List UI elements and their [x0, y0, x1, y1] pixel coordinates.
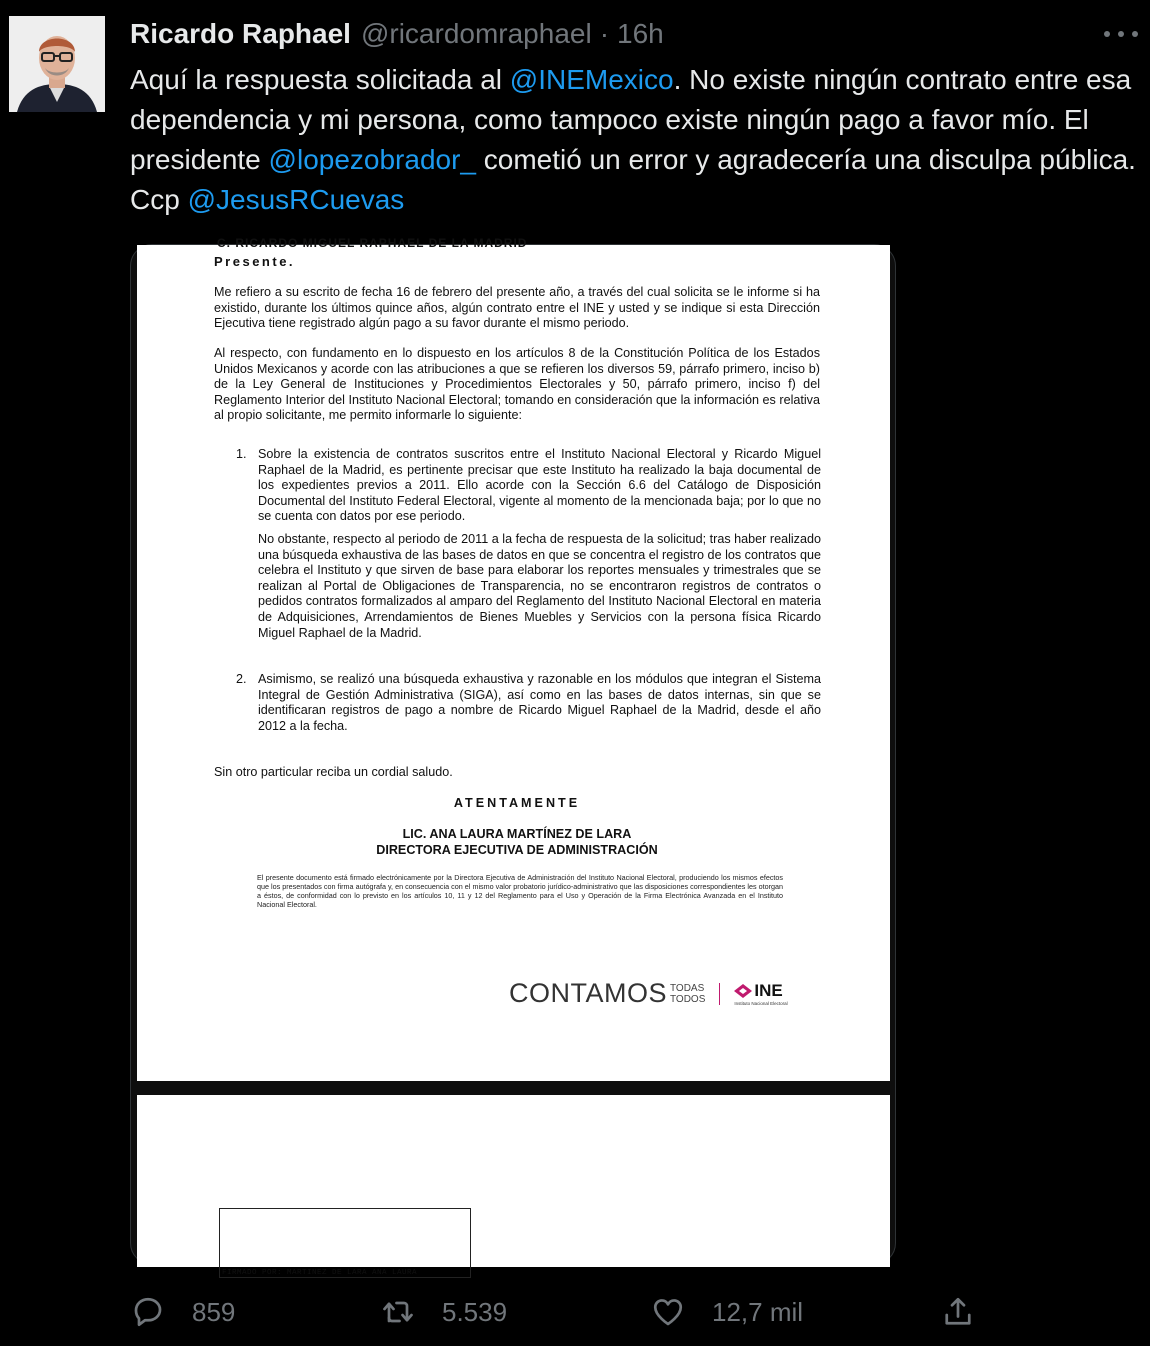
document-closing: Sin otro particular reciba un cordial saludo. — [214, 765, 453, 779]
separator-dot: · — [599, 18, 610, 49]
retweet-count: 5.539 — [442, 1296, 508, 1327]
document-atentamente: ATENTAMENTE — [453, 796, 581, 810]
tweet-text — [130, 60, 1142, 220]
contamos-ine-logo — [509, 978, 788, 1009]
signature-box — [219, 1208, 471, 1278]
avatar[interactable] — [9, 16, 105, 112]
mention-lopezobrador[interactable]: @lopezobrador_ — [268, 144, 476, 175]
ine-logo-subtitle: Instituto Nacional Electoral — [734, 1001, 788, 1006]
mention-jesusrcuevas[interactable]: @JesusRCuevas — [187, 184, 405, 215]
signer-title: DIRECTORA EJECUTIVA DE ADMINISTRACIÓN — [376, 843, 658, 857]
tweet-time[interactable]: 16h — [617, 18, 664, 49]
ine-logo-text: INE — [754, 981, 783, 1000]
signer-name: LIC. ANA LAURA MARTÍNEZ DE LARA — [402, 827, 632, 841]
author-handle[interactable]: @ricardomraphael — [360, 18, 592, 49]
document-paragraph-2: Al respecto, con fundamento en lo dispuesto en los artículos 8 de la Constitución Política de los Estados Unidos Mexicanos y acorde con las atribuciones a que se refieren los diversos 59, párrafo primero, inciso b) de la Ley General de Instituciones y Procedimientos Electorales y 50, párrafo primero, inciso f) del Reglamento Interior del Instituto Nacional Electoral; tomando en consideración que la información es relativa al propio solicitante, me permito informarle lo siguiente: — [214, 346, 820, 423]
logo-contamos: CONTAMOS — [509, 978, 667, 1008]
list-number-1: 1. — [236, 447, 247, 461]
document-fine-print: El presente documento está firmado electrónicamente por la Directora Ejecutiva de Administración del Instituto Nacional Electoral, produciendo los mismos efectos que los presentados con firma autógrafa y, en consecuencia con el mismo valor probatorio jurídico-administrativo que las disposiciones correspondientes les otorgan a éstos, de conformidad con lo previsto en los artículos 10, 11 y 12 del Reglamento para el Uso y Operación de la Firma Electrónica Avanzada en el Instituto Nacional Electoral. — [257, 873, 783, 909]
share-button[interactable] — [940, 1294, 976, 1330]
tweet-text-part: cometió un error y agradecería una disculpa pública. Ccp — [130, 144, 1136, 215]
ine-logo — [734, 981, 787, 1006]
logo-separator — [719, 983, 720, 1005]
retweet-icon — [380, 1294, 416, 1330]
ine-logo-icon — [734, 984, 752, 998]
share-icon — [940, 1294, 976, 1330]
like-icon — [650, 1294, 686, 1330]
document-presente: Presente. — [214, 254, 296, 269]
avatar-portrait — [9, 16, 105, 112]
signature-firmado: FIRMADO POR: MARTINEZ DE LARA ANA LAURA — [222, 1269, 418, 1277]
list-number-2: 2. — [236, 672, 247, 686]
retweet-button[interactable] — [380, 1294, 507, 1330]
author-name[interactable]: Ricardo Raphael — [130, 18, 351, 49]
tweet-actions — [0, 1294, 1150, 1334]
reply-count: 859 — [192, 1296, 236, 1327]
like-count: 12,7 mil — [712, 1296, 804, 1327]
more-icon[interactable] — [1104, 24, 1138, 44]
tweet-header — [130, 18, 664, 54]
list-item-2: Asimismo, se realizó una búsqueda exhaustiva y razonable en los módulos que integran el Sistema Integral de Gestión Administrativa (SIGA), así como en las bases de datos internas, sin que se identificaran registros de pago a nombre de Ricardo Miguel Raphael de la Madrid, desde el año 2012 a la fecha. — [258, 672, 821, 733]
mention-inemexico[interactable]: @INEMexico — [509, 64, 674, 95]
document-paragraph-1: Me refiero a su escrito de fecha 16 de febrero del presente año, a través del cual solicita se le informe si ha existido, durante los últimos quince años, algún contrato entre el INE y usted y se indique si esta Dirección Ejecutiva tiene registrado algún pago a su favor durante el mismo periodo. — [214, 285, 820, 331]
logo-todas-todos — [670, 983, 705, 1005]
logo-todas: TODAS — [670, 982, 705, 994]
logo-todos: TODOS — [670, 993, 706, 1005]
tweet-media[interactable] — [130, 236, 896, 1277]
tweet-text-part: Aquí la respuesta solicitada al — [130, 64, 510, 95]
like-button[interactable] — [650, 1294, 803, 1330]
document-page-1 — [137, 236, 890, 1081]
tweet-text-part: . No existe ningún contrato entre esa dependencia y mi persona, como tampoco existe ningún pago a favor mío. El presidente — [130, 64, 1132, 175]
reply-button[interactable] — [130, 1294, 235, 1330]
document-addressee: C. RICARDO MIGUEL RAPHAEL DE LA MADRID — [217, 236, 528, 250]
document-page-2 — [137, 1095, 890, 1277]
list-item-1: Sobre la existencia de contratos suscritos entre el Instituto Nacional Electoral y Ricardo Miguel Raphael de la Madrid, es pertinente precisar que este Instituto ha realizado la baja documental de los expedientes previos a 2011. Ello acorde con la Sección 6.6 del Catálogo de Disposición Documental del Instituto Federal Electoral, vigente al momento de la mencionada baja; por lo que no se cuenta con datos por ese periodo. — [258, 447, 821, 524]
reply-icon — [130, 1294, 166, 1330]
list-item-1-continued: No obstante, respecto al periodo de 2011 a la fecha de respuesta de la solicitud; tras haber realizado una búsqueda exhaustiva de las bases de datos en que se concentra el registro de los contratos que celebra el Instituto y que sirven de base para elaborar los reportes mensuales y trimestrales que se realizan al Portal de Obligaciones de Transparencia, no se encontraron registros de contratos o pedidos contratos formalizados al amparo del Reglamento del Instituto Nacional Electoral en materia de Adquisiciones, Arrendamientos de Bienes Muebles y Servicios con la persona física Ricardo Miguel Raphael de la Madrid. — [258, 532, 821, 640]
